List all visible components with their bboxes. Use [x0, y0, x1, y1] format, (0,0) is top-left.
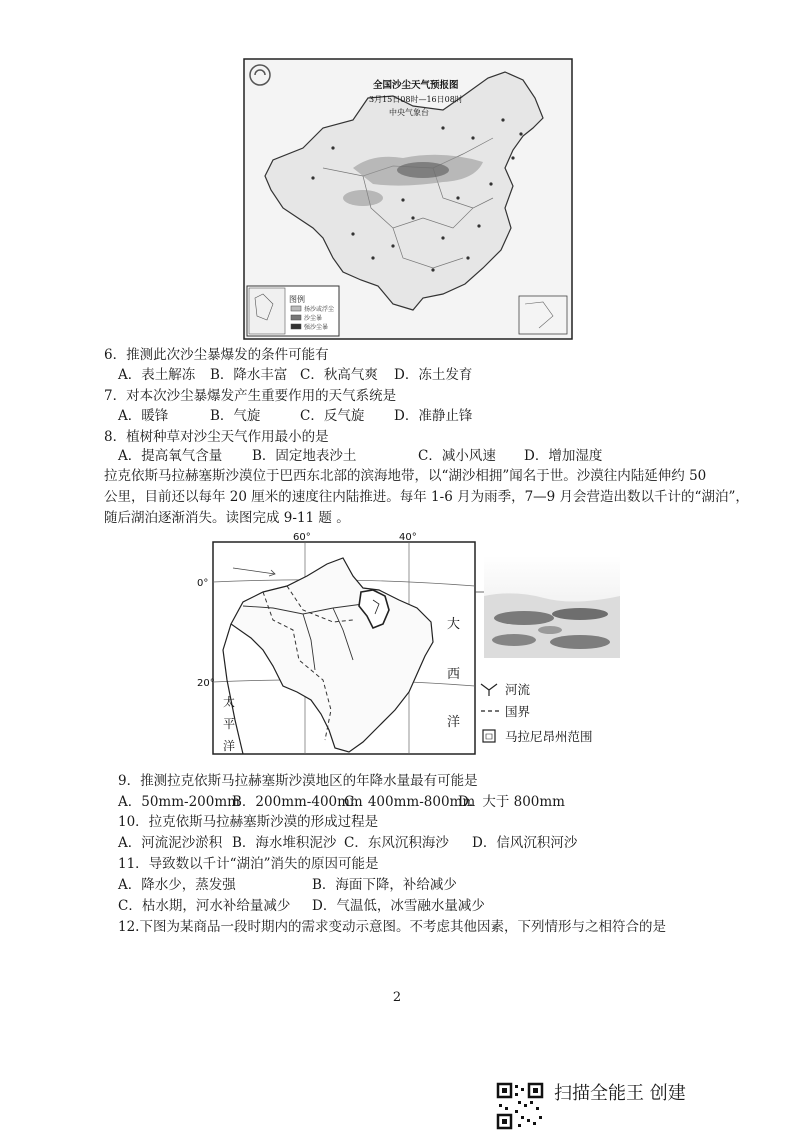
question-6-stem: 6．推测此次沙尘暴爆发的条件可能有 — [104, 347, 329, 363]
question-6-option-c: C．秋高气爽 — [300, 367, 378, 383]
state-legend-icon — [483, 730, 495, 742]
question-10-option-d: D．信风沉积河沙 — [472, 835, 578, 851]
dune-lagoon-photo — [484, 556, 620, 658]
question-12-stem: 12.下图为某商品一段时期内的需求变动示意图。不考虑其他因素，下列情形与之相符合的是 — [118, 919, 666, 935]
map1-title: 全国沙尘天气预报图 — [373, 80, 459, 91]
question-9-option-c: C．400mm-800mm — [344, 794, 476, 810]
longitude-40-label: 40° — [399, 532, 417, 543]
question-7-option-b: B．气旋 — [210, 408, 261, 424]
dust-forecast-map — [243, 58, 573, 340]
question-7-option-c: C．反气旋 — [300, 408, 365, 424]
question-7-stem: 7．对本次沙尘暴爆发产生重要作用的天气系统是 — [104, 388, 397, 404]
question-11-option-d: D．气温低，冰雪融水量减少 — [312, 898, 485, 914]
question-9-stem: 9．推测拉克依斯马拉赫塞斯沙漠地区的年降水量最有可能是 — [118, 773, 478, 789]
question-6-option-b: B．降水丰富 — [210, 367, 288, 383]
question-10-option-c: C．东风沉积海沙 — [344, 835, 449, 851]
question-8-stem: 8．植树种草对沙尘天气作用最小的是 — [104, 429, 329, 445]
latitude-20-label: 20° — [197, 678, 215, 689]
question-9-option-a: A．50mm-200mm — [118, 794, 240, 810]
atlantic-char-3: 洋 — [447, 715, 461, 730]
question-7-option-d: D．准静止锋 — [394, 408, 473, 424]
map1-agency: 中央气象台 — [389, 108, 429, 117]
question-8-option-c: C．减小风速 — [418, 448, 496, 464]
question-9-option-d: D．大于 800mm — [458, 794, 565, 810]
pacific-char-3: 洋 — [223, 739, 236, 753]
question-9-option-b: B．200mm-400mm — [232, 794, 363, 810]
latitude-0-label: 0° — [197, 578, 209, 589]
question-11-option-a: A．降水少，蒸发强 — [118, 877, 236, 893]
longitude-60-label: 60° — [293, 532, 311, 543]
passage-line-1: 拉克依斯马拉赫塞斯沙漠位于巴西东北部的滨海地带，以“湖沙相拥”闻名于世。沙漠往内陆延伸约 50 — [104, 468, 707, 484]
question-7-option-a: A．暖锋 — [118, 408, 169, 424]
passage-line-2: 公里，目前还以每年 20 厘米的速度往内陆推进。每年 1-6 月为雨季，7—9 月会营造出数以千计的“湖泊”， — [104, 489, 749, 505]
map1-subtitle: 3月15日08时—16日08时 — [369, 95, 463, 104]
river-legend-icon — [481, 684, 497, 696]
question-11-stem: 11．导致数以千计“湖泊”消失的原因可能是 — [118, 856, 379, 872]
map1-legend-item: 扬沙或浮尘 — [304, 306, 335, 313]
page-number: 2 — [392, 990, 402, 1005]
map1-legend-item: 沙尘暴 — [304, 315, 323, 322]
qr-code-icon — [496, 1082, 544, 1130]
passage-line-3: 随后湖泊逐渐消失。读图完成 9-11 题 。 — [104, 510, 350, 526]
question-11-option-b: B．海面下降，补给减少 — [312, 877, 457, 893]
question-8-option-d: D．增加湿度 — [524, 448, 603, 464]
pacific-char-1: 太 — [223, 695, 236, 709]
question-6-option-a: A．表土解冻 — [118, 367, 196, 383]
pacific-char-2: 平 — [223, 717, 236, 731]
legend-border-label: 国界 — [505, 704, 531, 719]
legend-river-label: 河流 — [505, 682, 531, 697]
map1-legend-item: 强沙尘暴 — [304, 324, 329, 331]
question-8-option-a: A．提高氧气含量 — [118, 448, 223, 464]
question-11-option-c: C．枯水期，河水补给量减少 — [118, 898, 291, 914]
question-10-option-b: B．海水堆积泥沙 — [232, 835, 337, 851]
question-10-option-a: A．河流泥沙淤积 — [118, 835, 223, 851]
question-6-option-d: D．冻土发育 — [394, 367, 473, 383]
question-8-option-b: B．固定地表沙土 — [252, 448, 357, 464]
atlantic-char-2: 西 — [447, 667, 461, 682]
china-map-graphic — [243, 58, 573, 340]
question-10-stem: 10．拉克依斯马拉赫塞斯沙漠的形成过程是 — [118, 814, 379, 830]
scanner-brand-label: 扫描全能王 创建 — [554, 1083, 686, 1104]
legend-state-label: 马拉尼昂州范围 — [505, 729, 593, 744]
map1-legend-title: 图例 — [289, 295, 305, 304]
atlantic-char-1: 大 — [447, 617, 461, 632]
